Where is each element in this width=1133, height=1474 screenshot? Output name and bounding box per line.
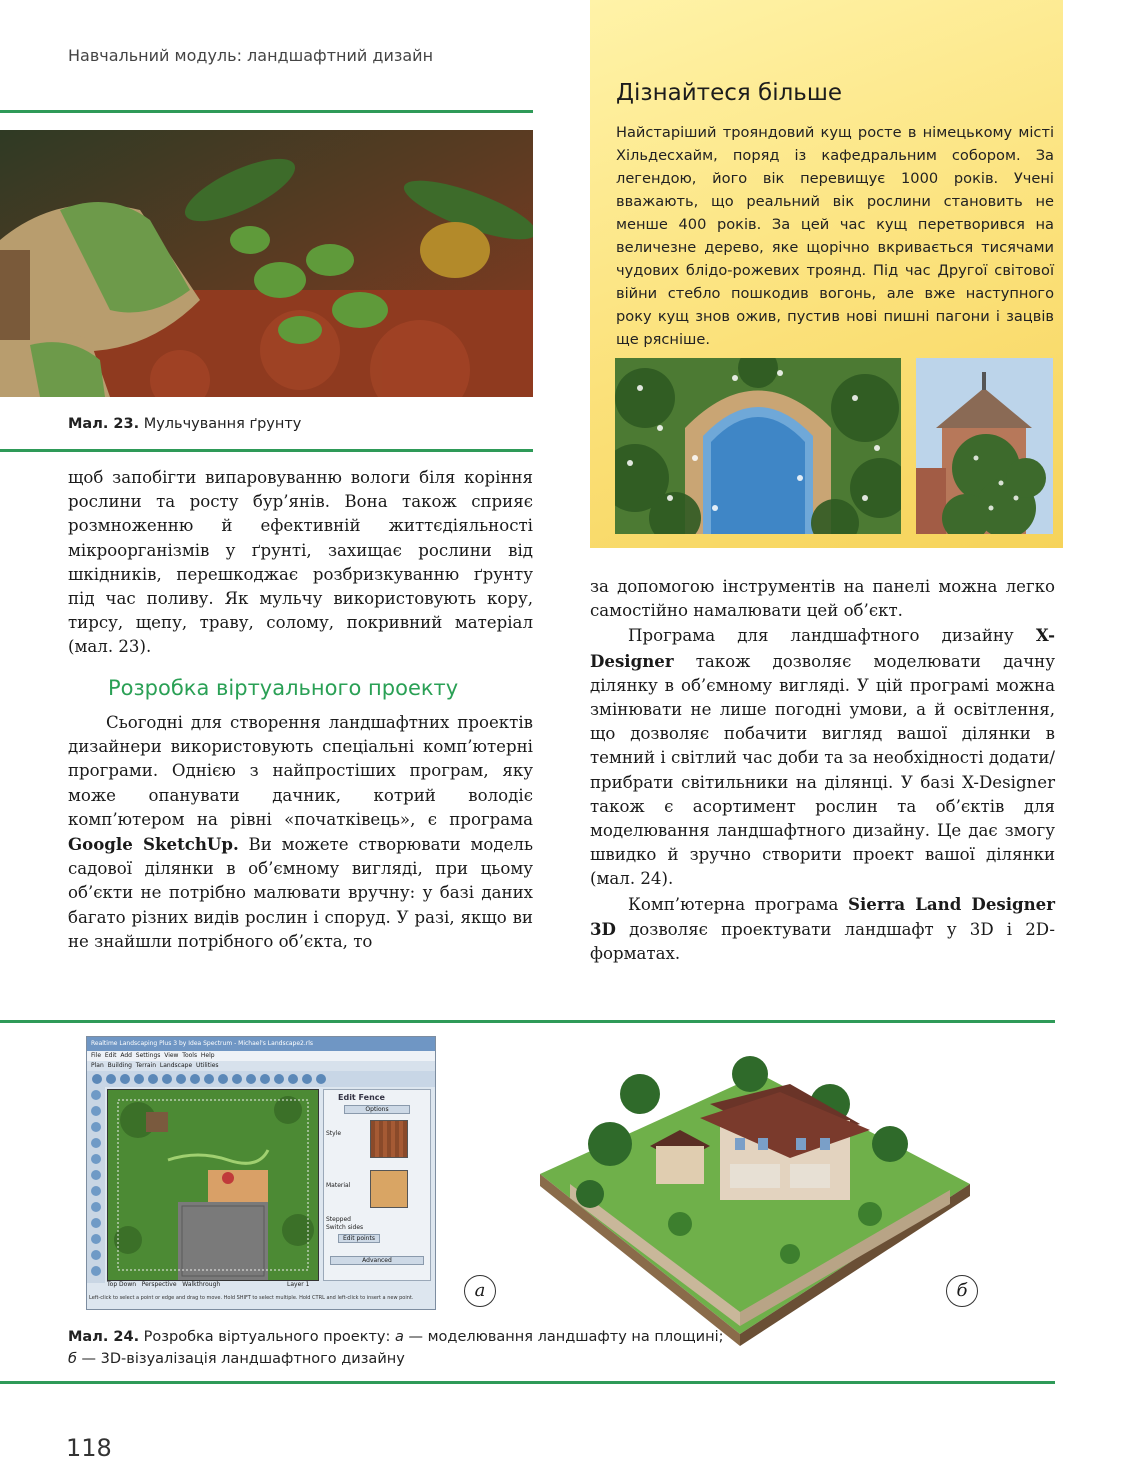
- rose-church-photo: [916, 358, 1053, 534]
- tab-landscape[interactable]: Landscape: [159, 1062, 193, 1069]
- menu-help[interactable]: Help: [200, 1052, 215, 1059]
- menu-add[interactable]: Add: [120, 1052, 132, 1059]
- switch-sides-option[interactable]: Switch sides: [326, 1224, 364, 1231]
- view-perspective[interactable]: Perspective: [141, 1281, 177, 1288]
- material-swatch[interactable]: [370, 1170, 408, 1208]
- right-column: [590, 575, 1055, 966]
- figure-24-caption: Мал. 24. Розробка віртуального проекту: а — моделювання ландшафту на площині; б — 3D-візуалізація ландшафтного дизайну: [68, 1329, 724, 1367]
- figure-23-caption: Мал. 23. Мульчування ґрунту: [68, 416, 302, 432]
- figure-24-top-rule: [0, 1020, 1055, 1023]
- menu-edit[interactable]: Edit: [104, 1052, 117, 1059]
- learn-more-title: Дізнайтеся більше: [616, 80, 843, 106]
- menu-file[interactable]: File: [91, 1052, 102, 1059]
- left-para-2: Сьогодні для створення ландшафтних проектів дизайнери використовують спеціальні комп’ютерні програми. Однією з найпростіших програм, яку може опанувати дачник, котрий володіє комп’ютером на рівні «початківець», є програма Google SketchUp. Ви можете створювати модель садової ділянки в об’ємному вигляді, при цьому об’єкти не потрібно малювати вручну: у базі даних багато різних видів рослин і споруд. У разі, якщо ви не знайшли потрібного об’єкта, то: [68, 713, 533, 951]
- right-para-2: Програма для ландшафтного дизайну X-Designer також дозволяє моделювати дачну ділянку в об’ємному вигляді. У цій програмі можна змінювати не лише погодні умови, а й освітлення, що дозволяє побачити вигляд вашої ділянки в темний і світлий час доби та за необхідності додати/прибрати світильники на ділянці. У базі X-Designer також є асортимент рослин та об’єктів для моделювання ландшафтного дизайну. Це дає змогу швидко й зручно створити проект вашої ділянки (мал. 24).: [590, 625, 1055, 889]
- app-title-bar: Realtime Landscaping Plus 3 by Idea Spectrum - Michael's Landscape2.rls: [87, 1037, 435, 1051]
- app-menu-bar: [87, 1051, 435, 1061]
- view-top-down[interactable]: Top Down: [107, 1281, 137, 1288]
- tab-building[interactable]: Building: [107, 1062, 132, 1069]
- edit-points-button[interactable]: Edit points: [338, 1234, 380, 1243]
- module-header: Навчальний модуль: ландшафтний дизайн: [68, 46, 434, 65]
- right-para-3: Комп’ютерна програма Sierra Land Designer 3D дозволяє проектувати ландшафт у 3D і 2D-форматах.: [590, 893, 1055, 964]
- stepped-option[interactable]: Stepped: [326, 1216, 351, 1223]
- page-number: 118: [66, 1434, 112, 1462]
- app-tabs: [87, 1061, 435, 1071]
- program-name-sierra: Sierra Land Designer 3D: [590, 893, 1055, 939]
- left-para-1: щоб запобігти випаровуванню вологи біля коріння рослини та росту бур’янів. Вона також сприяє розмноженню й ефективній життєдіяльності мікроорганізмів у ґрунті, захищає рослини від шкідників, перешкоджає розбризкуванню ґрунту під час поливу. Як мульчу використовують кору, тирсу, щепу, траву, солому, покривний матеріал (мал. 23).: [68, 468, 533, 657]
- app-left-toolstrip: [87, 1087, 105, 1283]
- app-toolbar: [87, 1071, 435, 1087]
- menu-view[interactable]: View: [164, 1052, 179, 1059]
- view-tabs: [107, 1281, 220, 1288]
- figure-24-bottom-rule: [0, 1381, 1055, 1384]
- mulching-photo: [0, 130, 533, 397]
- options-tab[interactable]: Options: [344, 1105, 410, 1114]
- view-walkthrough[interactable]: Walkthrough: [182, 1281, 221, 1288]
- edit-fence-panel: [323, 1089, 431, 1281]
- rose-window-photo: [615, 358, 901, 534]
- tab-plan[interactable]: Plan: [91, 1062, 104, 1069]
- landscaping-app-screenshot: [86, 1036, 436, 1310]
- panel-title: Edit Fence: [338, 1093, 385, 1102]
- caption-23-rule: [0, 449, 533, 452]
- left-column: [68, 466, 533, 660]
- badge-a: а: [464, 1275, 496, 1307]
- badge-b: б: [946, 1275, 978, 1307]
- status-bar: Left-click to select a point or edge and drag to move. Hold SHIFT to select multiple. Hold CTRL and left-click to insert a new point.: [89, 1295, 414, 1301]
- advanced-button[interactable]: Advanced: [330, 1256, 424, 1265]
- landscape-3d-render: [530, 1034, 970, 1346]
- tab-terrain[interactable]: Terrain: [135, 1062, 157, 1069]
- program-name-xdesigner: X-Designer: [590, 625, 1055, 671]
- plan-view-canvas[interactable]: [107, 1089, 319, 1281]
- left-column-2: [68, 711, 533, 954]
- menu-tools[interactable]: Tools: [182, 1052, 198, 1059]
- section-heading: Розробка віртуального проекту: [108, 676, 459, 700]
- program-name-sketchup: Google SketchUp.: [68, 834, 239, 855]
- tab-utilities[interactable]: Utilities: [195, 1062, 219, 1069]
- layer-select[interactable]: Layer 1: [287, 1281, 310, 1288]
- fence-style-swatch[interactable]: [370, 1120, 408, 1158]
- menu-settings[interactable]: Settings: [135, 1052, 161, 1059]
- style-label: Style: [326, 1130, 342, 1137]
- learn-more-text: Найстаріший трояндовий кущ росте в німецькому місті Хільдесхайм, поряд із кафедральним собором. За легендою, його вік перевищує 1000 років. Учені вважають, що реальний вік рослини становить не менше 400 років. За цей час кущ перетворився на величезне дерево, яке щорічно вкривається тисячами чудових блідо-рожевих троянд. Під час Другої світової війни стебло пошкодив вогонь, але вже наступного року кущ знов ожив, пустив нові пишні пагони і зацвів ще рясніше.: [616, 124, 1054, 348]
- right-para-1: за допомогою інструментів на панелі можна легко самостійно намалювати цей об’єкт.: [590, 577, 1055, 621]
- header-rule: [0, 110, 533, 113]
- material-label: Material: [326, 1182, 351, 1189]
